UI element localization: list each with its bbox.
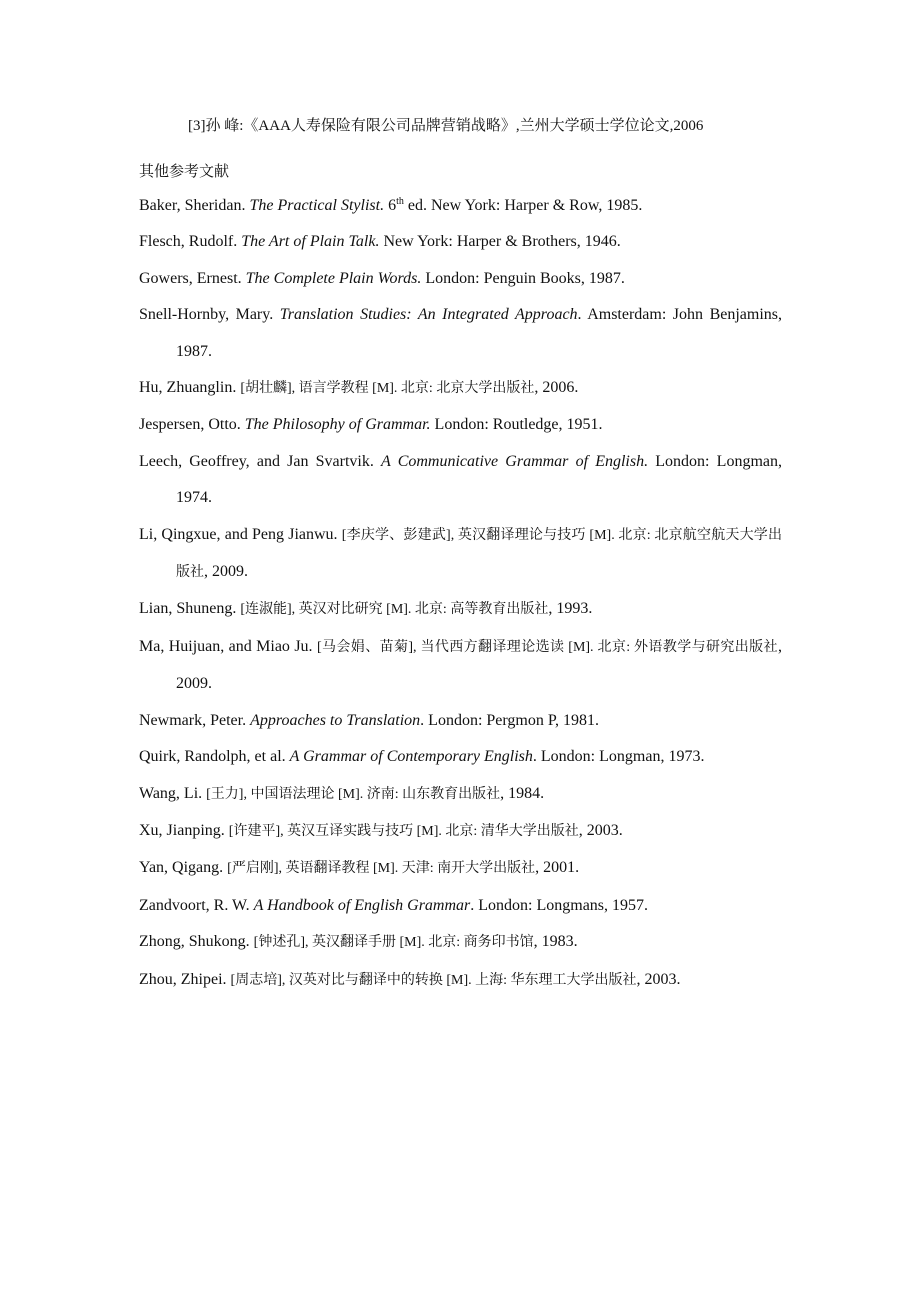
reference-author: Zhou, Zhipei. [139, 970, 231, 988]
reference-author: Lian, Shuneng. [139, 600, 241, 618]
reference-title: A Handbook of English Grammar [253, 896, 471, 914]
reference-author: Hu, Zhuanglin. [139, 379, 241, 397]
reference-entry [139, 407, 782, 443]
reference-entry [139, 297, 782, 370]
reference-author: Quirk, Randolph, et al. [139, 748, 290, 766]
reference-edition-number: 6 [384, 197, 397, 214]
reference-publication-details: ed. New York: Harper & Row, 1985. [403, 197, 643, 214]
reference-chinese-details: [胡壮麟], 语言学教程 [M]. 北京: 北京大学出版社 [240, 381, 535, 397]
reference-entry [139, 813, 782, 850]
reference-entry [139, 924, 782, 961]
reference-chinese-details: [许建平], 英汉互译实践与技巧 [M]. 北京: 清华大学出版社 [228, 823, 579, 839]
reference-entry [139, 188, 782, 224]
reference-author: Zhong, Shukong. [139, 933, 254, 951]
reference-author: Leech, Geoffrey, and Jan Svartvik. [139, 452, 382, 470]
reference-publication-details: , 2009. [176, 637, 782, 693]
reference-entry [139, 739, 782, 775]
reference-entry [139, 703, 782, 739]
reference-title: The Complete Plain Words. [245, 269, 422, 287]
reference-publication-details: , 1983. [533, 933, 578, 951]
reference-entry [139, 517, 782, 592]
reference-entry [139, 629, 782, 703]
reference-chinese-details: [连淑能], 英汉对比研究 [M]. 北京: 高等教育出版社 [240, 602, 549, 618]
reference-author: Li, Qingxue, and Peng Jianwu. [139, 525, 342, 543]
reference-publication-details: London: Penguin Books, 1987. [421, 269, 625, 287]
reference-publication-details: New York: Harper & Brothers, 1946. [379, 233, 621, 251]
reference-entry [139, 850, 782, 887]
reference-author: Wang, Li. [139, 784, 207, 802]
reference-publication-details: London: Longman, 1974. [176, 452, 783, 507]
reference-entry [139, 261, 782, 297]
reference-author: Zandvoort, R. W. [139, 896, 254, 914]
reference-chinese-details: [钟述孔], 英汉翻译手册 [M]. 北京: 商务印书馆 [253, 935, 534, 951]
reference-title: The Practical Stylist. [249, 197, 385, 214]
reference-publication-details: , 2006. [534, 379, 579, 397]
reference-entry [139, 224, 782, 260]
reference-title: Translation Studies: An Integrated Approach [279, 306, 578, 324]
reference-title: A Grammar of Contemporary English [289, 748, 533, 766]
reference-author: Ma, Huijuan, and Miao Ju. [139, 637, 317, 655]
reference-entry [139, 444, 782, 517]
reference-author: Xu, Jianping. [139, 821, 229, 839]
reference-author: Snell-Hornby, Mary. [139, 306, 280, 324]
reference-author: Yan, Qigang. [139, 859, 228, 877]
reference-chinese-details: [王力], 中国语法理论 [M]. 济南: 山东教育出版社 [206, 786, 501, 802]
reference-list [139, 188, 782, 999]
reference-entry [139, 962, 782, 999]
section-title: 其他参考文献 [139, 164, 230, 180]
reference-entry [139, 370, 782, 407]
reference-publication-details: . London: Pergmon P, 1981. [420, 711, 599, 729]
reference-title: The Philosophy of Grammar. [244, 416, 431, 434]
reference-publication-details: , 2003. [636, 970, 681, 988]
reference-chinese-details: [周志培], 汉英对比与翻译中的转换 [M]. 上海: 华东理工大学出版社 [230, 972, 637, 988]
reference-chinese-details: [严启刚], 英语翻译教程 [M]. 天津: 南开大学出版社 [227, 861, 536, 877]
reference-title: A Communicative Grammar of English. [381, 452, 649, 470]
reference-publication-details: . London: Longmans, 1957. [470, 896, 649, 914]
reference-chinese-details: [马会娟、苗菊], 当代西方翻译理论选读 [M]. 北京: 外语教学与研究出版社 [316, 639, 778, 655]
reference-edition-suffix: th [396, 196, 404, 207]
reference-author: Baker, Sheridan. [139, 197, 250, 214]
reference-entry [139, 591, 782, 628]
reference-publication-details: , 2001. [535, 859, 580, 877]
reference-entry [139, 888, 782, 924]
reference-publication-details: . Amsterdam: John Benjamins, 1987. [176, 306, 783, 360]
reference-publication-details: London: Routledge, 1951. [430, 416, 603, 434]
reference-author: Gowers, Ernest. [139, 269, 246, 287]
reference-publication-details: , 2003. [578, 821, 623, 839]
reference-author: Newmark, Peter. [139, 711, 251, 729]
reference-author: Flesch, Rudolf. [139, 233, 242, 251]
reference-title: The Art of Plain Talk. [241, 233, 380, 251]
reference-publication-details: . London: Longman, 1973. [532, 748, 705, 766]
reference-publication-details: , 1993. [548, 600, 593, 618]
reference-publication-details: , 1984. [500, 784, 545, 802]
reference-title: Approaches to Translation [250, 711, 421, 729]
reference-chinese-details: [李庆学、彭建武], 英汉翻译理论与技巧 [M]. 北京: 北京航空航天大学出版社 [176, 527, 782, 581]
reference-entry [139, 776, 782, 813]
thesis-reference-line: [3]孙 峰:《AAA人寿保险有限公司品牌营销战略》,兰州大学硕士学位论文,2006 [188, 118, 704, 134]
reference-publication-details: , 2009. [204, 563, 248, 581]
reference-author: Jespersen, Otto. [139, 416, 245, 434]
